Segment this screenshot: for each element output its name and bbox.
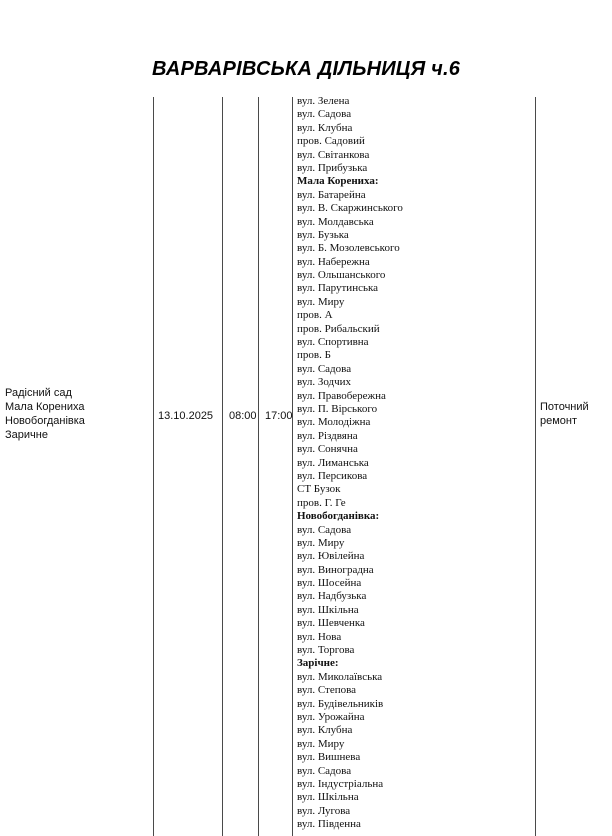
street-item: вул. Б. Мозолевського xyxy=(297,242,400,255)
table-column-divider xyxy=(222,97,223,836)
street-item: вул. Миколаївська xyxy=(297,670,383,683)
street-item: вул. Сонячна xyxy=(297,443,358,456)
street-item: вул. Правобережна xyxy=(297,389,386,402)
street-item: вул. Шкільна xyxy=(297,603,359,616)
street-item: пров. Садовий xyxy=(297,135,365,148)
street-item: вул. Парутинська xyxy=(297,282,379,295)
street-item: вул. Персикова xyxy=(297,469,368,482)
street-item: вул. Ольшанського xyxy=(297,269,386,282)
street-item: вул. Лугова xyxy=(297,804,351,817)
street-item: вул. Садова xyxy=(297,108,352,121)
street-item: вул. Торгова xyxy=(297,644,355,657)
page-title: ВАРВАРІВСЬКА ДІЛЬНИЦЯ ч.6 xyxy=(151,58,461,80)
street-item: вул. Миру xyxy=(297,737,345,750)
street-item: пров. Г. Ге xyxy=(297,496,346,509)
street-item: вул. Степова xyxy=(297,684,357,697)
street-item: вул. Садова xyxy=(297,523,352,536)
table-column-divider xyxy=(258,97,259,836)
street-item: вул. Зелена xyxy=(297,95,350,107)
street-item: вул. Південна xyxy=(297,818,361,831)
street-item: вул. Батарейна xyxy=(297,188,366,201)
table-column-divider xyxy=(292,97,293,836)
street-group-heading: Новобогданівка: xyxy=(297,510,380,523)
street-item: пров. Б xyxy=(297,349,331,362)
street-item: вул. Лиманська xyxy=(297,456,369,469)
street-item: вул. Молодіжна xyxy=(297,416,371,429)
street-item: пров. Рибальский xyxy=(297,322,380,335)
street-item: вул. П. Вірського xyxy=(297,402,378,415)
street-item: вул. Світанкова xyxy=(297,148,370,161)
table-column-divider xyxy=(535,97,536,836)
street-item: вул. Ювілейна xyxy=(297,550,365,563)
street-item: вул. В. Скаржинського xyxy=(297,202,403,215)
locality-name: Новобогданівка xyxy=(5,415,85,427)
street-item: вул. Спортивна xyxy=(297,336,369,349)
locality-name: Радісний сад xyxy=(5,387,72,399)
street-item: вул. Будівельників xyxy=(297,697,384,710)
locality-name: Мала Корениха xyxy=(5,401,85,413)
street-item: вул. Шевченка xyxy=(297,617,365,630)
street-item: вул. Клубна xyxy=(297,724,353,737)
street-item: вул. Вишнева xyxy=(297,751,361,764)
table-column-divider xyxy=(153,97,154,836)
street-item: вул. Індустріальна xyxy=(297,777,384,790)
street-item: вул. Різдвяна xyxy=(297,429,358,442)
street-item: вул. Надбузька xyxy=(297,590,367,603)
street-item: вул. Садова xyxy=(297,764,352,777)
street-item: вул. Бузька xyxy=(297,228,349,241)
street-list xyxy=(297,95,533,831)
street-item: вул. Клубна xyxy=(297,121,353,134)
street-item: СТ Бузок xyxy=(297,483,341,496)
outage-end-time: 17:00 xyxy=(265,410,293,422)
street-item: вул. Набережна xyxy=(297,255,370,268)
outage-date: 13.10.2025 xyxy=(158,410,214,422)
street-group-heading: Зарічне: xyxy=(297,657,339,670)
street-item: вул. Молдавська xyxy=(297,215,374,228)
outage-start-time: 08:00 xyxy=(229,410,257,422)
street-item: пров. А xyxy=(297,309,333,322)
street-item: вул. Виноградна xyxy=(297,563,374,576)
street-item: вул. Миру xyxy=(297,536,345,549)
outage-reason: Поточний ремонт xyxy=(540,401,589,427)
street-item: вул. Садова xyxy=(297,362,352,375)
street-item: вул. Шкільна xyxy=(297,791,359,804)
street-item: вул. Прибузька xyxy=(297,161,368,174)
street-group-heading: Мала Корениха: xyxy=(297,175,379,188)
street-item: вул. Нова xyxy=(297,630,342,643)
localities-cell xyxy=(5,386,150,442)
street-item: вул. Зодчих xyxy=(297,376,352,389)
street-item: вул. Миру xyxy=(297,295,345,308)
street-item: вул. Урожайна xyxy=(297,710,365,723)
locality-name: Заричне xyxy=(5,429,48,441)
street-item: вул. Шосейна xyxy=(297,577,362,590)
